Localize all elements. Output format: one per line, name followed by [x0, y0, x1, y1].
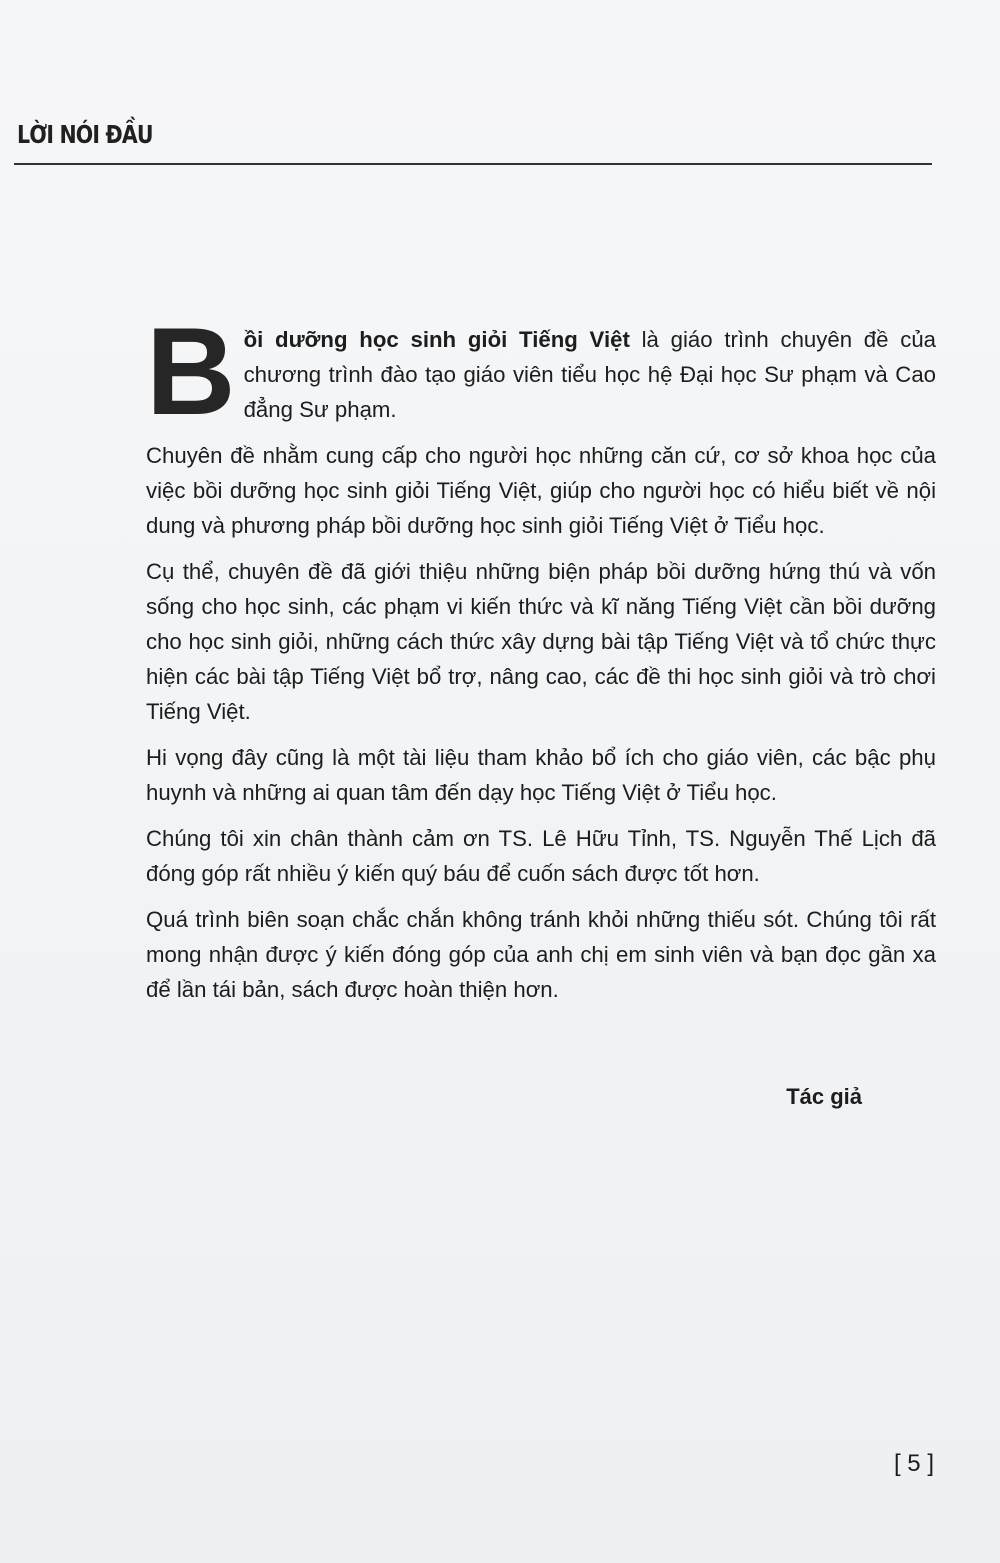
body-paragraph-3: Hi vọng đây cũng là một tài liệu tham khảo bổ ích cho giáo viên, các bậc phụ huynh và những ai quan tâm đến dạy học Tiếng Việt ở Tiểu học. [146, 745, 936, 805]
page-number: [ 5 ] [893, 1450, 934, 1477]
intro-text: là giáo trình chuyên đề của chương trình đào tạo giáo viên tiểu học hệ Đại học Sư phạm và Cao đẳng Sư phạm. [243, 327, 936, 422]
author-signature: Tác giả [786, 1084, 862, 1109]
body-paragraph-1: Chuyên đề nhằm cung cấp cho người học những căn cứ, cơ sở khoa học của việc bồi dưỡng học sinh giỏi Tiếng Việt, giúp cho người học có hiểu biết về nội dung và phương pháp bồi dưỡng học sinh giỏi Tiếng Việt ở Tiểu học. [146, 443, 936, 538]
drop-cap: B [146, 303, 236, 441]
title-divider [14, 163, 932, 165]
page-title: LỜI NÓI ĐẦU [17, 120, 153, 149]
body-paragraph-5: Quá trình biên soạn chắc chắn không tránh khỏi những thiếu sót. Chúng tôi rất mong nhận được ý kiến đóng góp của anh chị em sinh viên và bạn đọc gần xa để lần tái bản, sách được hoàn thiện hơn. [146, 907, 936, 1002]
body-paragraph-2: Cụ thể, chuyên đề đã giới thiệu những biện pháp bồi dưỡng hứng thú và vốn sống cho học sinh, các phạm vi kiến thức và kĩ năng Tiếng Việt cần bồi dưỡng cho học sinh giỏi, những cách thức xây dựng bài tập Tiếng Việt và tổ chức thực hiện các bài tập Tiếng Việt bổ trợ, nâng cao, các đề thi học sinh giỏi và trò chơi Tiếng Việt. [146, 559, 936, 724]
body-paragraph-4: Chúng tôi xin chân thành cảm ơn TS. Lê Hữu Tỉnh, TS. Nguyễn Thế Lịch đã đóng góp rất nhiều ý kiến quý báu để cuốn sách được tốt hơn. [146, 826, 936, 886]
intro-paragraph [146, 303, 936, 441]
preface-body [146, 303, 936, 1018]
book-title-inline: ồi dưỡng học sinh giỏi Tiếng Việt [243, 327, 630, 352]
